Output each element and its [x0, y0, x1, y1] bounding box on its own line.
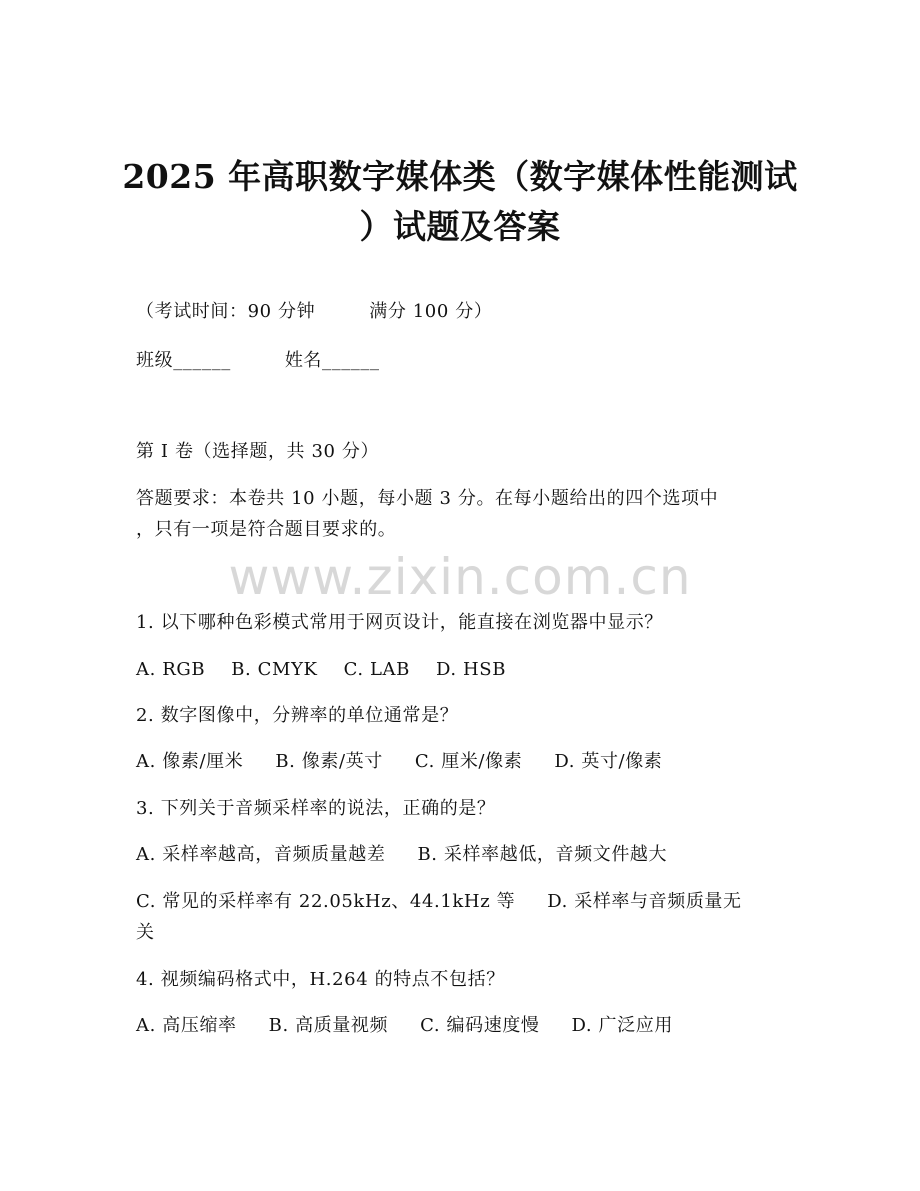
option-c: C. 常见的采样率有 22.05kHz、44.1kHz 等 [136, 891, 516, 912]
option-c: C. LAB [343, 659, 410, 680]
question-2-options [136, 748, 662, 776]
section-instructions-line-1: 答题要求：本卷共 10 小题，每小题 3 分。在每小题给出的四个选项中 [136, 488, 719, 509]
question-1-stem: 1. 以下哪种色彩模式常用于网页设计，能直接在浏览器中显示？ [136, 612, 663, 633]
class-field: 班级______ [136, 350, 231, 371]
question-3-stem: 3. 下列关于音频采样率的说法，正确的是？ [136, 798, 496, 819]
question-3-option-d-wrap: 关 [136, 922, 155, 943]
exam-info [136, 298, 492, 326]
option-a: A. RGB [136, 659, 206, 680]
option-b: B. 高质量视频 [268, 1015, 389, 1036]
option-b: B. 采样率越低，音频文件越大 [417, 844, 668, 865]
section-heading: 第 I 卷（选择题，共 30 分） [136, 441, 380, 462]
option-d: D. 广泛应用 [571, 1015, 673, 1036]
exam-time: （考试时间：90 分钟 [136, 301, 316, 322]
option-a: A. 像素/厘米 [136, 751, 244, 772]
option-b: B. 像素/英寸 [275, 751, 383, 772]
question-1-options [136, 656, 506, 684]
exam-full-score: 满分 100 分） [369, 301, 493, 322]
option-d: D. 采样率与音频质量无 [547, 891, 742, 912]
document-title-line-1: 2025 年高职数字媒体类（数字媒体性能测试 [122, 157, 798, 196]
option-a: A. 采样率越高，音频质量越差 [136, 844, 386, 865]
option-c: C. 编码速度慢 [420, 1015, 540, 1036]
watermark: www.zixin.com.cn [228, 548, 692, 606]
question-2-stem: 2. 数字图像中，分辨率的单位通常是？ [136, 705, 459, 726]
question-4-options [136, 1012, 673, 1040]
name-field: 姓名______ [284, 350, 380, 371]
option-d: D. 英寸/像素 [554, 751, 663, 772]
option-d: D. HSB [435, 659, 507, 680]
document-title-line-2: ）试题及答案 [359, 207, 561, 246]
section-instructions-line-2: ，只有一项是符合题目要求的。 [136, 519, 397, 540]
option-b: B. CMYK [231, 659, 318, 680]
question-4-stem: 4. 视频编码格式中，H.264 的特点不包括？ [136, 969, 505, 990]
option-c: C. 厘米/像素 [414, 751, 523, 772]
student-info [136, 347, 380, 375]
question-3-options-row-2 [136, 888, 742, 916]
option-a: A. 高压缩率 [136, 1015, 237, 1036]
question-3-options-row-1 [136, 841, 667, 869]
